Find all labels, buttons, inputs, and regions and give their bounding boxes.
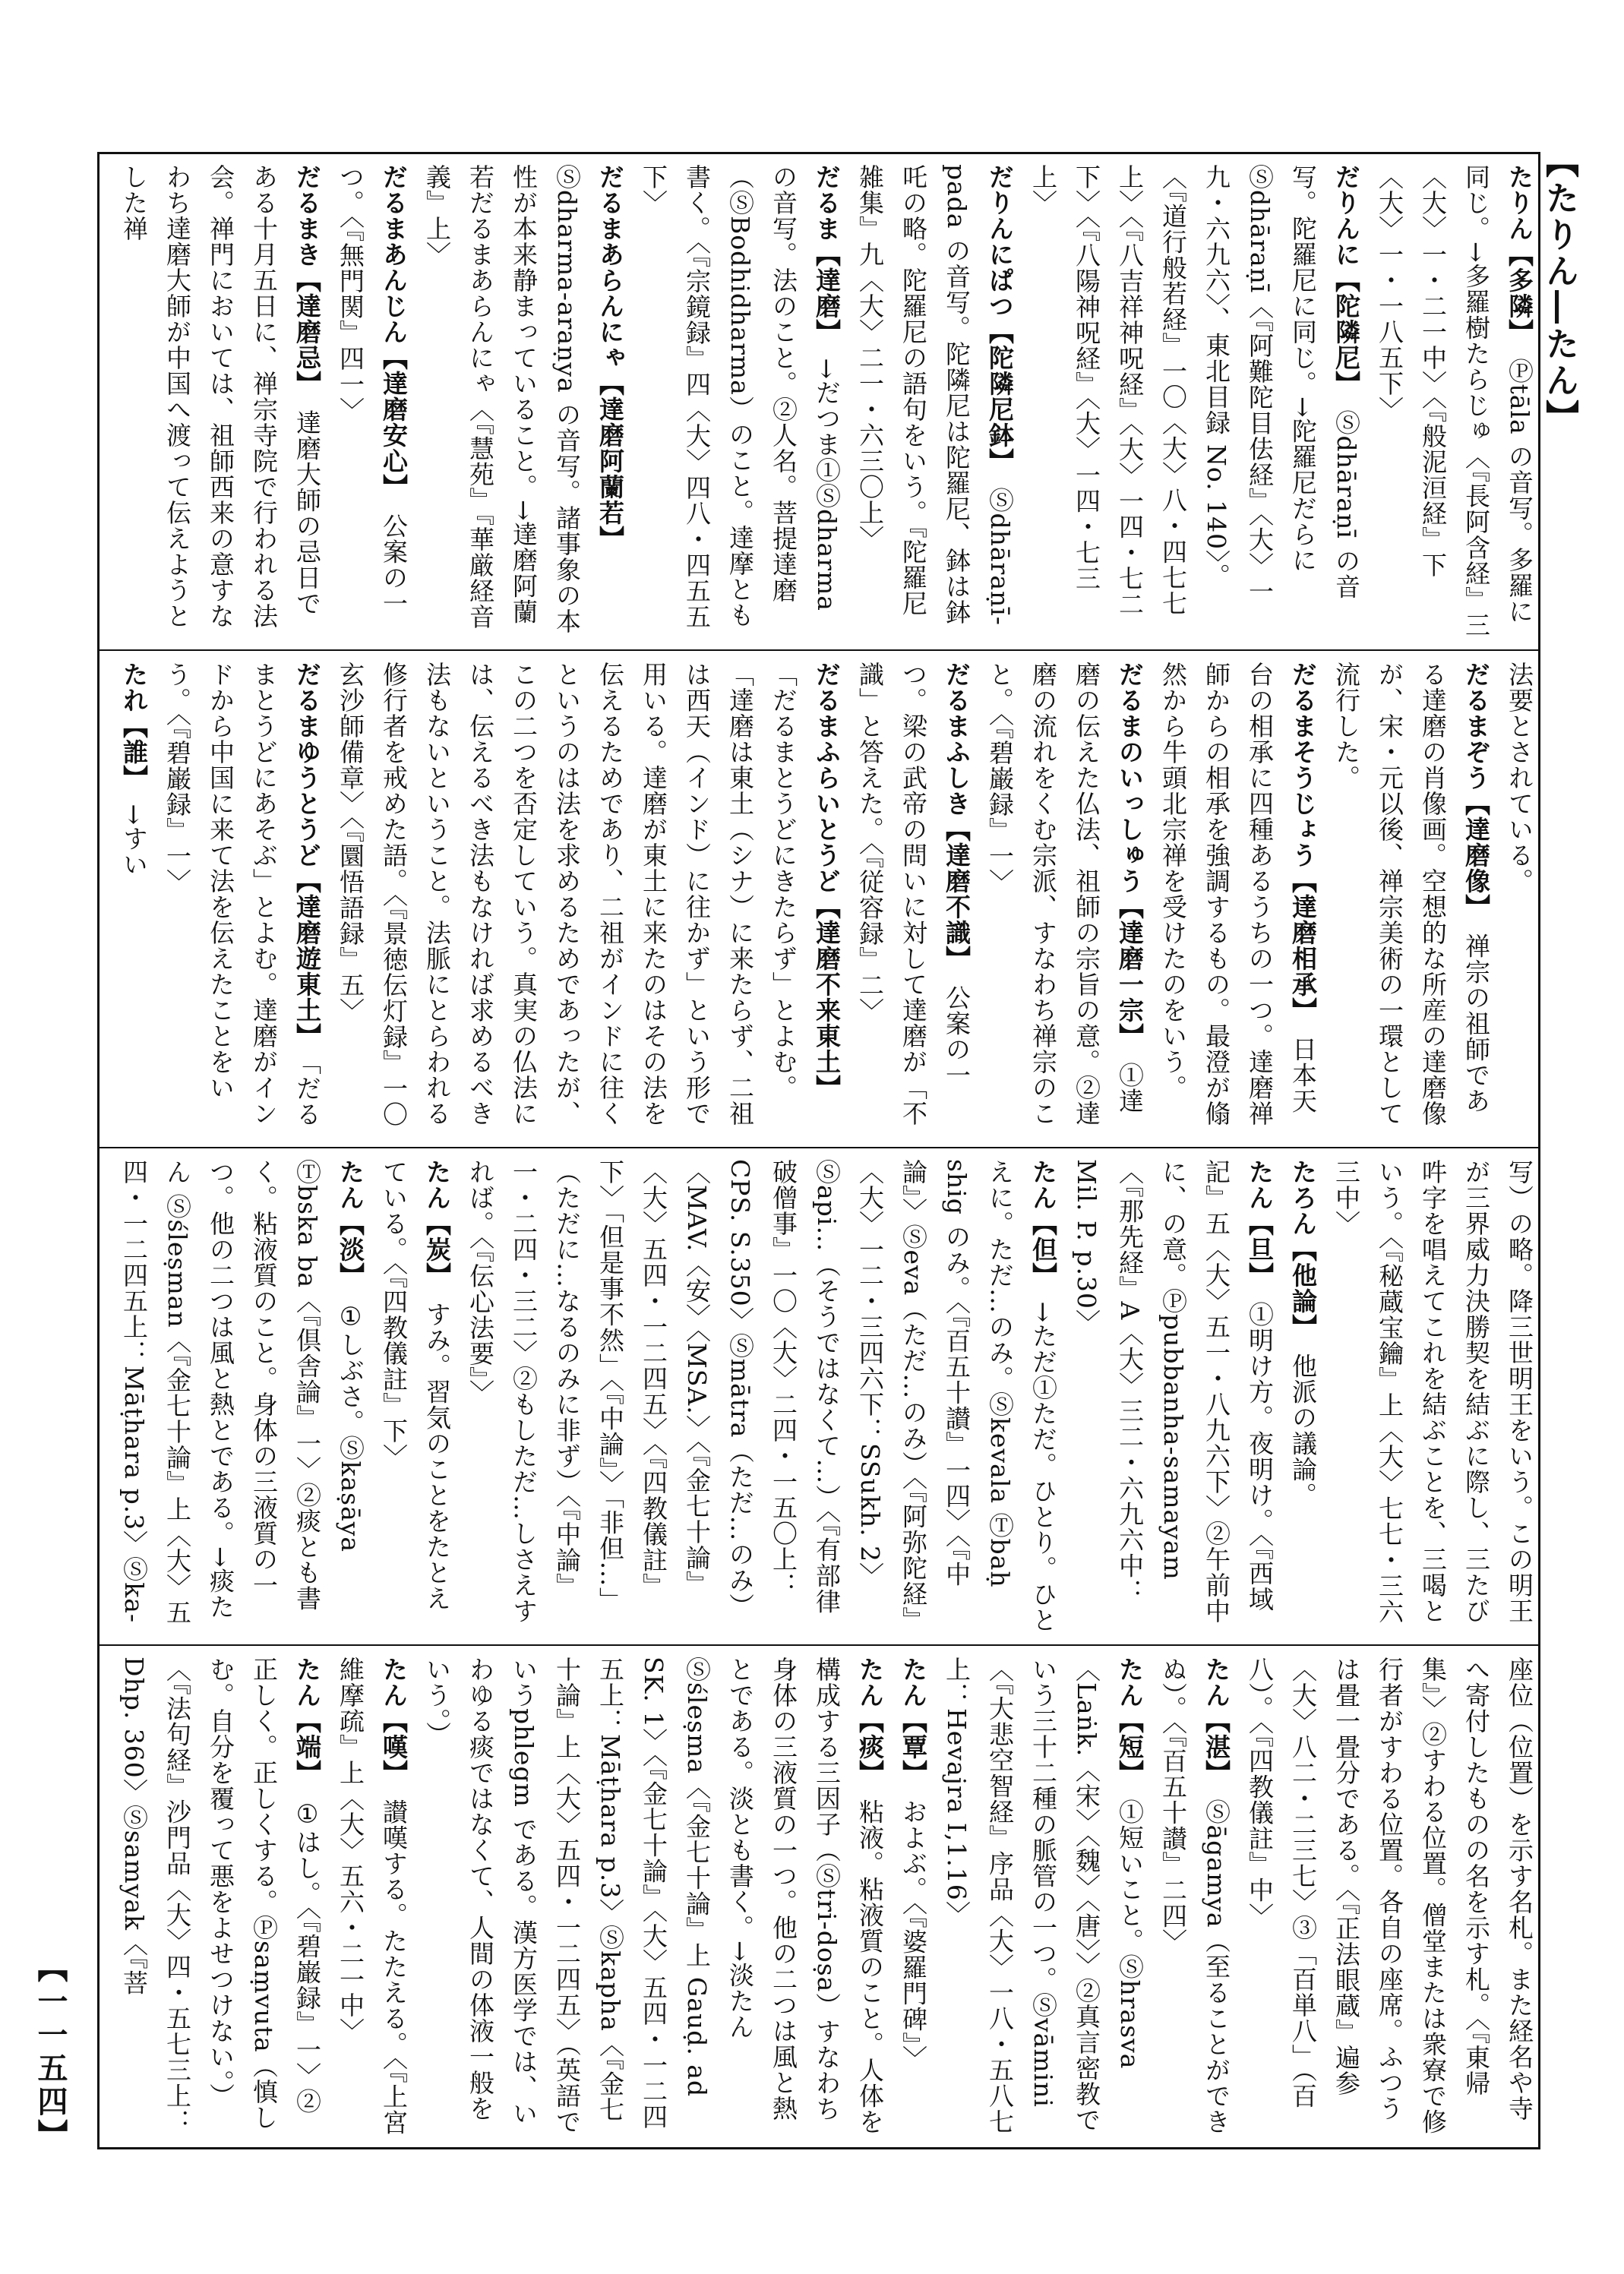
dictionary-entry (1245, 1657, 1539, 2135)
dictionary-entry (119, 662, 149, 877)
dictionary-entry (119, 164, 322, 629)
dictionary-entry (1288, 1159, 1318, 1508)
entry-body: 他派の議論。 (1288, 1353, 1318, 1508)
dictionary-entry (639, 164, 842, 630)
dictionary-entry (336, 662, 842, 1127)
dictionary-entry (336, 164, 409, 617)
dictionary-entry (119, 1159, 365, 1625)
entry-body: →すい (119, 804, 149, 878)
entry-body: およぶ。〈『婆羅門碑』〉 (899, 1799, 928, 2071)
tier-3 (99, 1148, 1539, 1646)
entry-body: 「だるまとうどにきたらず」とよむ。「達磨は東土（シナ）に来たらず、二祖は西天（インド）に往かず」という形で用いる。達磨が東土に来たのはその法を伝えるためであり、二祖がインドに往くというのは法を求めるためであったが、この二つを否定していう。真実の仏法には、伝えるべき法もなければ求めるべき法もないということ。法脈にとらわれる修行者を戒めた語。〈『景徳伝灯録』一〇玄沙師備章〉〈『圜悟語録』五〉 (336, 662, 798, 1127)
running-header: 【たりん―たん】 (1540, 144, 1578, 436)
tier-text (99, 153, 1539, 649)
dictionary-entry (855, 662, 972, 1126)
dictionary-entry (466, 1159, 1058, 1633)
entry-body: 法要とされている。 (1505, 662, 1534, 894)
entry-body: 公案の一つ。〈『無門関』四一〉 (336, 164, 409, 617)
dictionary-entry (336, 1657, 409, 2136)
entry-body: ①明け方。夜明け。〈『西域記』五〈大〉五一・八九六下〉②午前中に、の意。Ⓟpubbanha-samayam〈『那先経』A〈大〉三二・六九六中：Mil. P. p.30〉 (1072, 1159, 1275, 1624)
entry-headword: たりん【多隣】 (1505, 164, 1534, 333)
entry-body: ①はし。〈『碧巌録』一〉②正しく。正しくする。Ⓟsaṃvuta（慎しむ。自分を覆って悪をよせつけない。）〈『法句経』沙門品〈大〉四・五七三上：Dhp. 360〉Ⓢsamyak〈『菩 (119, 1657, 322, 2135)
dictionary-entry (1158, 1657, 1231, 2135)
page-number: 【一一五四】 (33, 1952, 68, 2152)
entry-headword: だるまそうじょう【達磨相承】 (1288, 662, 1318, 1011)
dictionary-entry (163, 662, 322, 1127)
dictionary-entry (1028, 164, 1361, 617)
entry-headword: だるまのいっしゅう【達磨一宗】 (1115, 662, 1145, 1037)
entry-headword: たん【湛】 (1202, 1657, 1231, 1773)
entry-body: 禅宗の祖師である達磨の肖像画。空想的な所産の達磨像が、宋・元以後、禅宗美術の一環として流行した。 (1332, 662, 1491, 1126)
entry-body: 達磨大師の忌日である十月五日に、禅宗寺院で行われる法会。禅門においては、祖師西来の意すなわち達磨大師が中国へ渡って伝えようとした禅 (119, 164, 322, 629)
entry-body: すみ。習気のことをたとえている。〈『四教儀註』下〉 (379, 1159, 452, 1612)
entry-headword: だりんに【陀隣尼】 (1332, 164, 1361, 384)
entry-headword: だるまぞう【達磨像】 (1461, 662, 1491, 908)
entry-headword: たん【痰】 (855, 1657, 885, 1773)
entry-body: 写）の略。降三世明王をいう。この明王が三界威力決勝契を結ぶに際し、三たび吽字を唱えてこれを結ぶことを、三喝という。〈『秘蔵宝鑰』上〈大〉七七・三六三中〉 (1332, 1159, 1534, 1625)
entry-body: ①達磨の伝えた仏法、祖師の宗旨の意。②達磨の流れをくむ宗派、すなわち禅宗のこと。〈『碧巌録』一〉 (985, 662, 1145, 1126)
entry-headword: たん【端】 (292, 1657, 322, 1773)
entry-body: ①しぶさ。Ⓢkaṣāya Ⓣbska ba〈『倶舎論』一〉②痰とも書く。粘液質のこと。身体の三液質の一つ。他の二つは風と熱とである。→痰たん Ⓢśleṣman〈『金七十論』上〈大〉五四・一二四五上：Māṭhara p.3〉Ⓢka- (119, 1159, 365, 1626)
entry-body: →ただ①ただ。ひとり。ひとえに。ただ…のみ。Ⓢkevala Ⓣbaḥ shig のみ。〈『百五十讃』一四〉〈『中論』〉Ⓢeva（ただ…のみ）〈『阿弥陀経』〈大〉一二・三四六下：SSukh. 2〉Ⓢapi…（そうではなくて…）〈『有部律破僧事』一〇〈大〉二四・一五〇上：CPS. S.350〉Ⓢmātra（ただ…のみ）〈MAV.〈安〉〈MSA.〉〈『金七十論』〈大〉五四・一二四五〉〈『四教儀註』下〉「但是事不然」〈『中論』〉「非但…」（ただに…なるのみに非ず）〈『中論』一・二四・三二〉②もしただ…しさえすれば。〈『伝心法要』〉 (466, 1159, 1058, 1634)
entry-headword: たん【旦】 (1245, 1159, 1275, 1276)
entry-headword: だるまふらいとうど【達磨不来東土】 (812, 662, 842, 1088)
entry-body: 讃嘆する。たたえる。〈『上宮維摩疏』上〈大〉五六・二一中〉 (336, 1657, 409, 2136)
dictionary-entry (1332, 662, 1491, 1126)
dictionary-entry (1072, 1159, 1275, 1624)
tier-text (99, 1646, 1539, 2147)
dictionary-entry (899, 1657, 928, 2071)
entry-body: →だつま①Ⓢdharma の音写。法のこと。②人名。菩提達磨（ⓈBodhidharma）のこと。達摩とも書く。〈『宗鏡録』四〈大〉四八・四五五下〉 (639, 164, 842, 630)
tier-4 (99, 1646, 1539, 2147)
entry-body: Ⓟtāla の音写。多羅に同じ。→多羅樹たらじゅ〈『長阿含経』三〈大〉一・二一中〉〈『般泥洹経』下〈大〉一・一八五下〉 (1375, 164, 1534, 639)
entry-body: Ⓢdhāraṇī-pada の音写。陀隣尼は陀羅尼、鉢は鉢吒の略。陀羅尼の語句をいう。『陀羅尼雑集』九〈大〉二一・六三〇上〉 (855, 164, 1015, 626)
tier-2 (99, 651, 1539, 1148)
tier-text (99, 1148, 1539, 1644)
entry-headword: たん【短】 (1115, 1657, 1145, 1773)
entry-body: Ⓢdharma-araṇya の音写。諸事象の本性が本来静まっていること。→達磨阿蘭若だるまあらんにゃ〈『慧苑』『華厳経音義』上〉 (422, 164, 582, 635)
entry-headword: たん【嘆】 (379, 1657, 409, 1773)
entry-headword: たん【覃】 (899, 1657, 928, 1773)
entry-body: 粘液。粘液質のこと。人体を構成する三因子（Ⓢtri-doṣa）すなわち身体の三液質の一つ。他の二つは風と熱とである。淡とも書く。→淡たん Ⓢśleṣma〈『金七十論』上 Gauḍ. ad SK. 1〉〈『金七十論』〈大〉五四・一二四五上：Māṭhara p.3〉Ⓢkapha〈『金七十論』上〈大〉五四・一二四五〉（英語でいうphlegm である。漢方医学では、いわゆる痰ではなくて、人間の体液一般をいう。） (422, 1657, 885, 2135)
dictionary-entry (855, 164, 1015, 626)
entry-headword: たれ【誰】 (119, 662, 149, 779)
dictionary-entry (1332, 1159, 1539, 1625)
entry-headword: だるま【達磨】 (812, 164, 842, 333)
dictionary-entry (422, 164, 625, 634)
entry-body: 「だるまとうどにあそぶ」とよむ。達磨がインドから中国に来て法を伝えたことをいう。〈『碧巌録』一〉 (163, 662, 322, 1127)
entry-body: Ⓢdhāraṇī の音写。陀羅尼に同じ。→陀羅尼だらに Ⓢdhāraṇī〈『阿難陀目佉経』〈大〉一九・六九六〉、東北目録 No. 140〉。〈『道行般若経』一〇〈大〉八・四七七上〉〈『八吉祥神呪経』〈大〉一四・七二下〉〈『八陽神呪経』〈大〉一四・七三上〉 (1028, 164, 1361, 617)
entry-headword: たろん【他論】 (1288, 1159, 1318, 1328)
entry-headword: たん【但】 (1028, 1159, 1058, 1276)
tier-1 (99, 153, 1539, 651)
entry-body: 日本天台の相承に四種あるうちの一つ。達磨禅師からの相承を強調するもの。最澄が翛然から牛頭北宗禅を受けたのをいう。 (1158, 662, 1318, 1126)
dictionary-entry (942, 1657, 1145, 2135)
dictionary-entry (422, 1657, 885, 2135)
entry-body: Ⓢāgamya（至ることができぬ）。〈『百五十讃』二四〉 (1158, 1657, 1231, 2135)
entry-headword: だるまふしき【達磨不識】 (942, 662, 972, 959)
entry-headword: だるまゆうとうど【達磨遊東土】 (292, 662, 322, 1037)
entry-headword: だるまき【達磨忌】 (292, 164, 322, 384)
entry-body: 公案の一つ。梁の武帝の問いに対して達磨が「不識」と答えた。〈『従容録』二〉 (855, 662, 972, 1126)
entry-headword: たん【淡】 (336, 1159, 365, 1276)
dictionary-entry (985, 662, 1145, 1126)
tier-text (99, 651, 1539, 1147)
dictionary-entry (1158, 662, 1318, 1126)
dictionary-entry (1505, 662, 1539, 1126)
entry-headword: だりんにぱつ【陀隣尼鉢】 (985, 164, 1015, 462)
entry-headword: だるまあらんにゃ【達磨阿蘭若】 (596, 164, 625, 539)
entry-body: 座位（位置）を示す名札。また経名や寺へ寄付したものの名を示す札。〈『東帰集』〉②すわる位置。僧堂または衆寮で修行者がすわる位置。各自の座席。ふつうは畳一畳分である。〈『正法眼蔵』遍参〈大〉八二・二三七〉③「百単八」（百八）。〈『四教儀註』中〉 (1245, 1657, 1534, 2135)
entry-headword: だるまあんじん【達磨安心】 (379, 164, 409, 488)
dictionary-entry (119, 1657, 322, 2135)
dictionary-entry (379, 1159, 452, 1612)
entry-body: ①短いこと。Ⓢhrasva〈Laṅk.〈宋〉〈魏〉〈唐〉〉②真言密教でいう三十二種の脈管の一つ。Ⓢvāmini〈『大悲空智経』序品〈大〉一八・五八七上：Hevajra I,1.16〉 (942, 1657, 1145, 2135)
entry-headword: たん【炭】 (422, 1159, 452, 1276)
dictionary-entry (1375, 164, 1534, 638)
